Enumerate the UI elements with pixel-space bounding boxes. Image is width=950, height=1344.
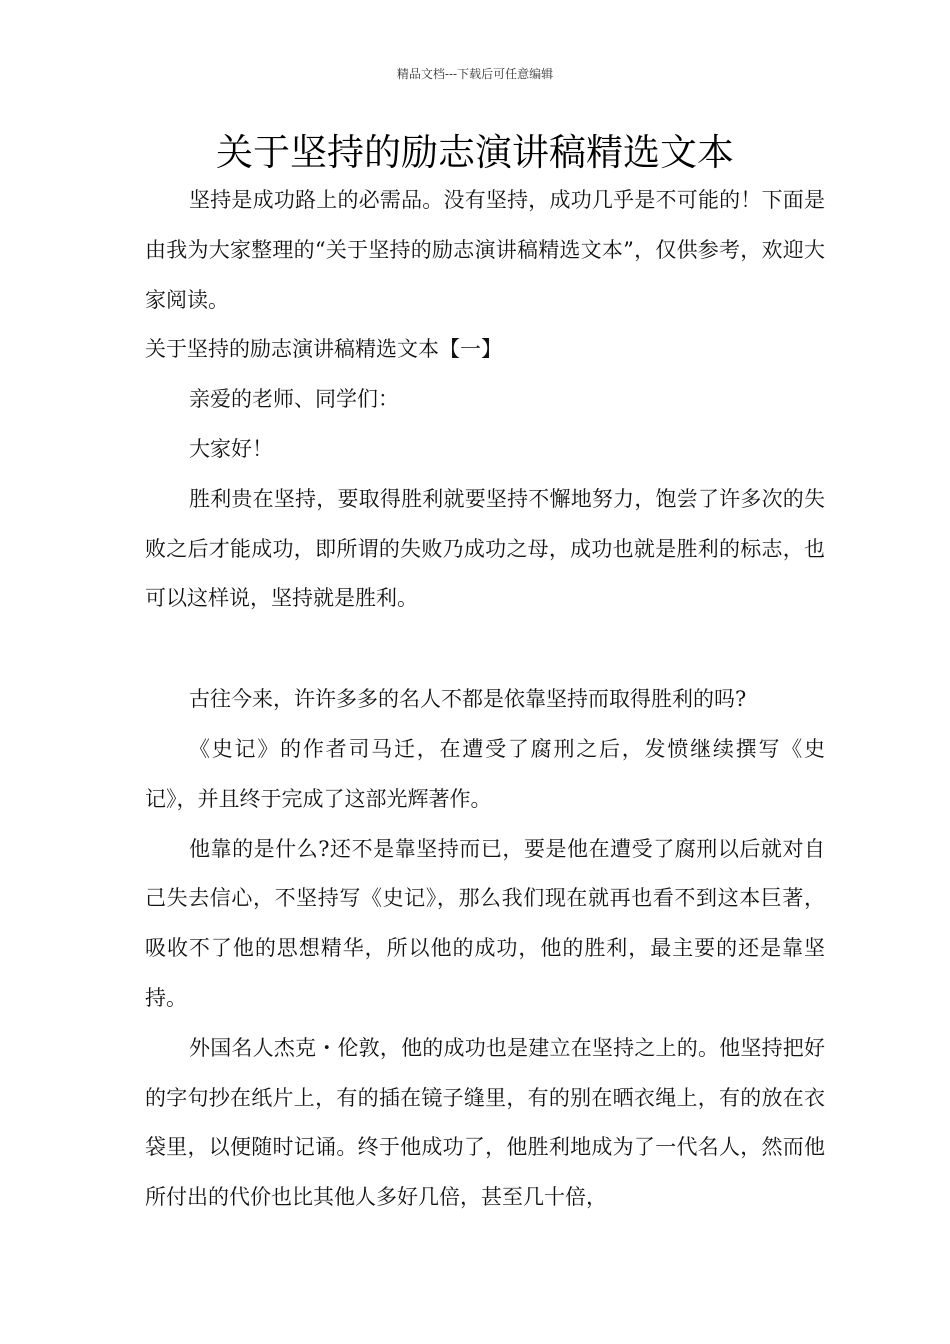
greeting: 亲爱的老师、同学们： [189,387,399,412]
document-title: 关于坚持的励志演讲稿精选文本 [216,131,734,174]
intro-paragraph: 坚持是成功路上的必需品。没有坚持，成功几乎是不可能的！下面是由我为大家整理的“关于坚持的励志演讲稿精选文本”，仅供参考，欢迎大家阅读。 [145,188,825,312]
header-note: 精品文档---下载后可任意编辑 [396,67,554,81]
body-paragraph: 外国名人杰克・伦敦，他的成功也是建立在坚持之上的。他坚持把好的字句抄在纸片上，有的插在镜子缝里，有的别在晒衣绳上，有的放在衣袋里，以便随时记诵。终于他成功了，他胜利地成为了一代名人，然而他所付出的代价也比其他人多好几倍，甚至几十倍， [145,1035,825,1210]
body-paragraph: 《史记》的作者司马迁，在遭受了腐刑之后，发愤继续撰写《史记》，并且终于完成了这部光辉著作。 [145,736,825,811]
document-body [145,176,825,1223]
body-paragraph: 胜利贵在坚持，要取得胜利就要坚持不懈地努力，饱尝了许多次的失败之后才能成功，即所谓的失败乃成功之母，成功也就是胜利的标志，也可以这样说，坚持就是胜利。 [145,486,825,611]
section-heading: 关于坚持的励志演讲稿精选文本【一】 [145,337,502,362]
body-paragraph: 古往今来，许许多多的名人不都是依靠坚持而取得胜利的吗? [189,687,747,712]
paragraph-gap [145,624,825,675]
salutation: 大家好！ [189,436,273,461]
body-paragraph: 他靠的是什么?还不是靠坚持而已，要是他在遭受了腐刑以后就对自己失去信心，不坚持写《史记》，那么我们现在就再也看不到这本巨著，吸收不了他的思想精华，所以他的成功，他的胜利，最主要的还是靠坚持。 [145,836,825,1010]
